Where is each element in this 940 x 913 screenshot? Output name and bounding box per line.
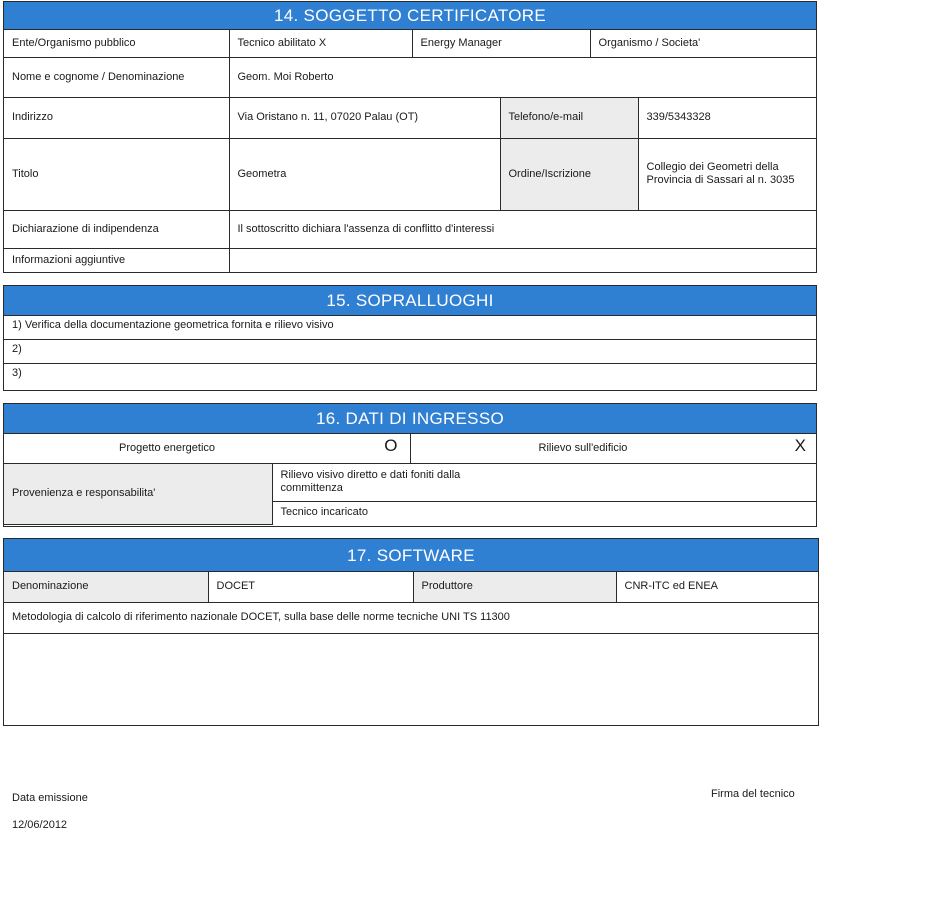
section-sopralluoghi [3, 285, 817, 391]
denominazione-label: Denominazione [4, 572, 208, 602]
produttore-value: CNR-ITC ed ENEA [616, 572, 818, 602]
indirizzo-label: Indirizzo [4, 97, 229, 138]
informazioni-value [229, 248, 816, 272]
telefono-value: 339/5343328 [638, 97, 816, 138]
provenienza-value-1: Rilievo visivo diretto e dati foniti dalla committenza [272, 463, 816, 501]
dichiarazione-value: Il sottoscritto dichiara l'assenza di conflitto d'interessi [229, 210, 816, 248]
data-emissione-label: Data emissione [12, 792, 88, 804]
telefono-label: Telefono/e-mail [500, 97, 638, 138]
ordine-value: Collegio dei Geometri della Provincia di Sassari al n. 3035 [638, 138, 816, 210]
section-software [3, 538, 819, 726]
organismo-cell: Organismo / Societa' [590, 30, 816, 57]
tecnico-cell: Tecnico abilitato X [229, 30, 412, 57]
nome-label: Nome e cognome / Denominazione [4, 57, 229, 97]
rilievo-edificio-label: Rilievo sull'edificio [538, 442, 628, 454]
data-emissione-value: 12/06/2012 [12, 819, 68, 831]
certificatore-table [4, 30, 816, 272]
sopralluogo-item-1: 1) Verifica della documentazione geometrica fornita e rilievo visivo [4, 316, 816, 340]
progetto-energetico-label: Progetto energetico [119, 442, 216, 454]
ordine-label: Ordine/Iscrizione [500, 138, 638, 210]
produttore-label: Produttore [413, 572, 616, 602]
firma-tecnico-label: Firma del tecnico [711, 788, 795, 800]
sopralluogo-item-3: 3) [12, 367, 22, 379]
energy-manager-cell: Energy Manager [412, 30, 590, 57]
sopralluogo-item-2: 2) [4, 340, 816, 364]
dichiarazione-label: Dichiarazione di indipendenza [4, 210, 229, 248]
nome-value: Geom. Moi Roberto [229, 57, 816, 97]
titolo-label: Titolo [4, 138, 229, 210]
denominazione-value: DOCET [208, 572, 413, 602]
section-soggetto-certificatore [3, 1, 817, 273]
section-14-title: 14. SOGGETTO CERTIFICATORE [4, 2, 816, 30]
section-16-title: 16. DATI DI INGRESSO [4, 404, 816, 434]
software-notes-cell [4, 633, 818, 725]
provenienza-label: Provenienza e responsabilita' [4, 463, 272, 524]
provenienza-value-2: Tecnico incaricato [272, 501, 816, 524]
software-table [4, 572, 818, 725]
dati-ingresso-table [4, 434, 816, 525]
indirizzo-value: Via Oristano n. 11, 07020 Palau (OT) [229, 97, 500, 138]
rilievo-edificio-cell [410, 434, 816, 463]
metodologia-cell: Metodologia di calcolo di riferimento nazionale DOCET, sulla base delle norme tecniche UNI TS 11300 [4, 602, 818, 633]
section-17-title: 17. SOFTWARE [4, 539, 818, 572]
progetto-energetico-cell [4, 434, 410, 463]
titolo-value: Geometra [229, 138, 500, 210]
section-dati-ingresso [3, 403, 817, 527]
rilievo-edificio-mark: X [794, 436, 806, 455]
informazioni-label: Informazioni aggiuntive [4, 248, 229, 272]
progetto-energetico-mark: O [384, 436, 398, 455]
section-15-title: 15. SOPRALLUOGHI [4, 286, 816, 316]
ente-cell: Ente/Organismo pubblico [4, 30, 229, 57]
